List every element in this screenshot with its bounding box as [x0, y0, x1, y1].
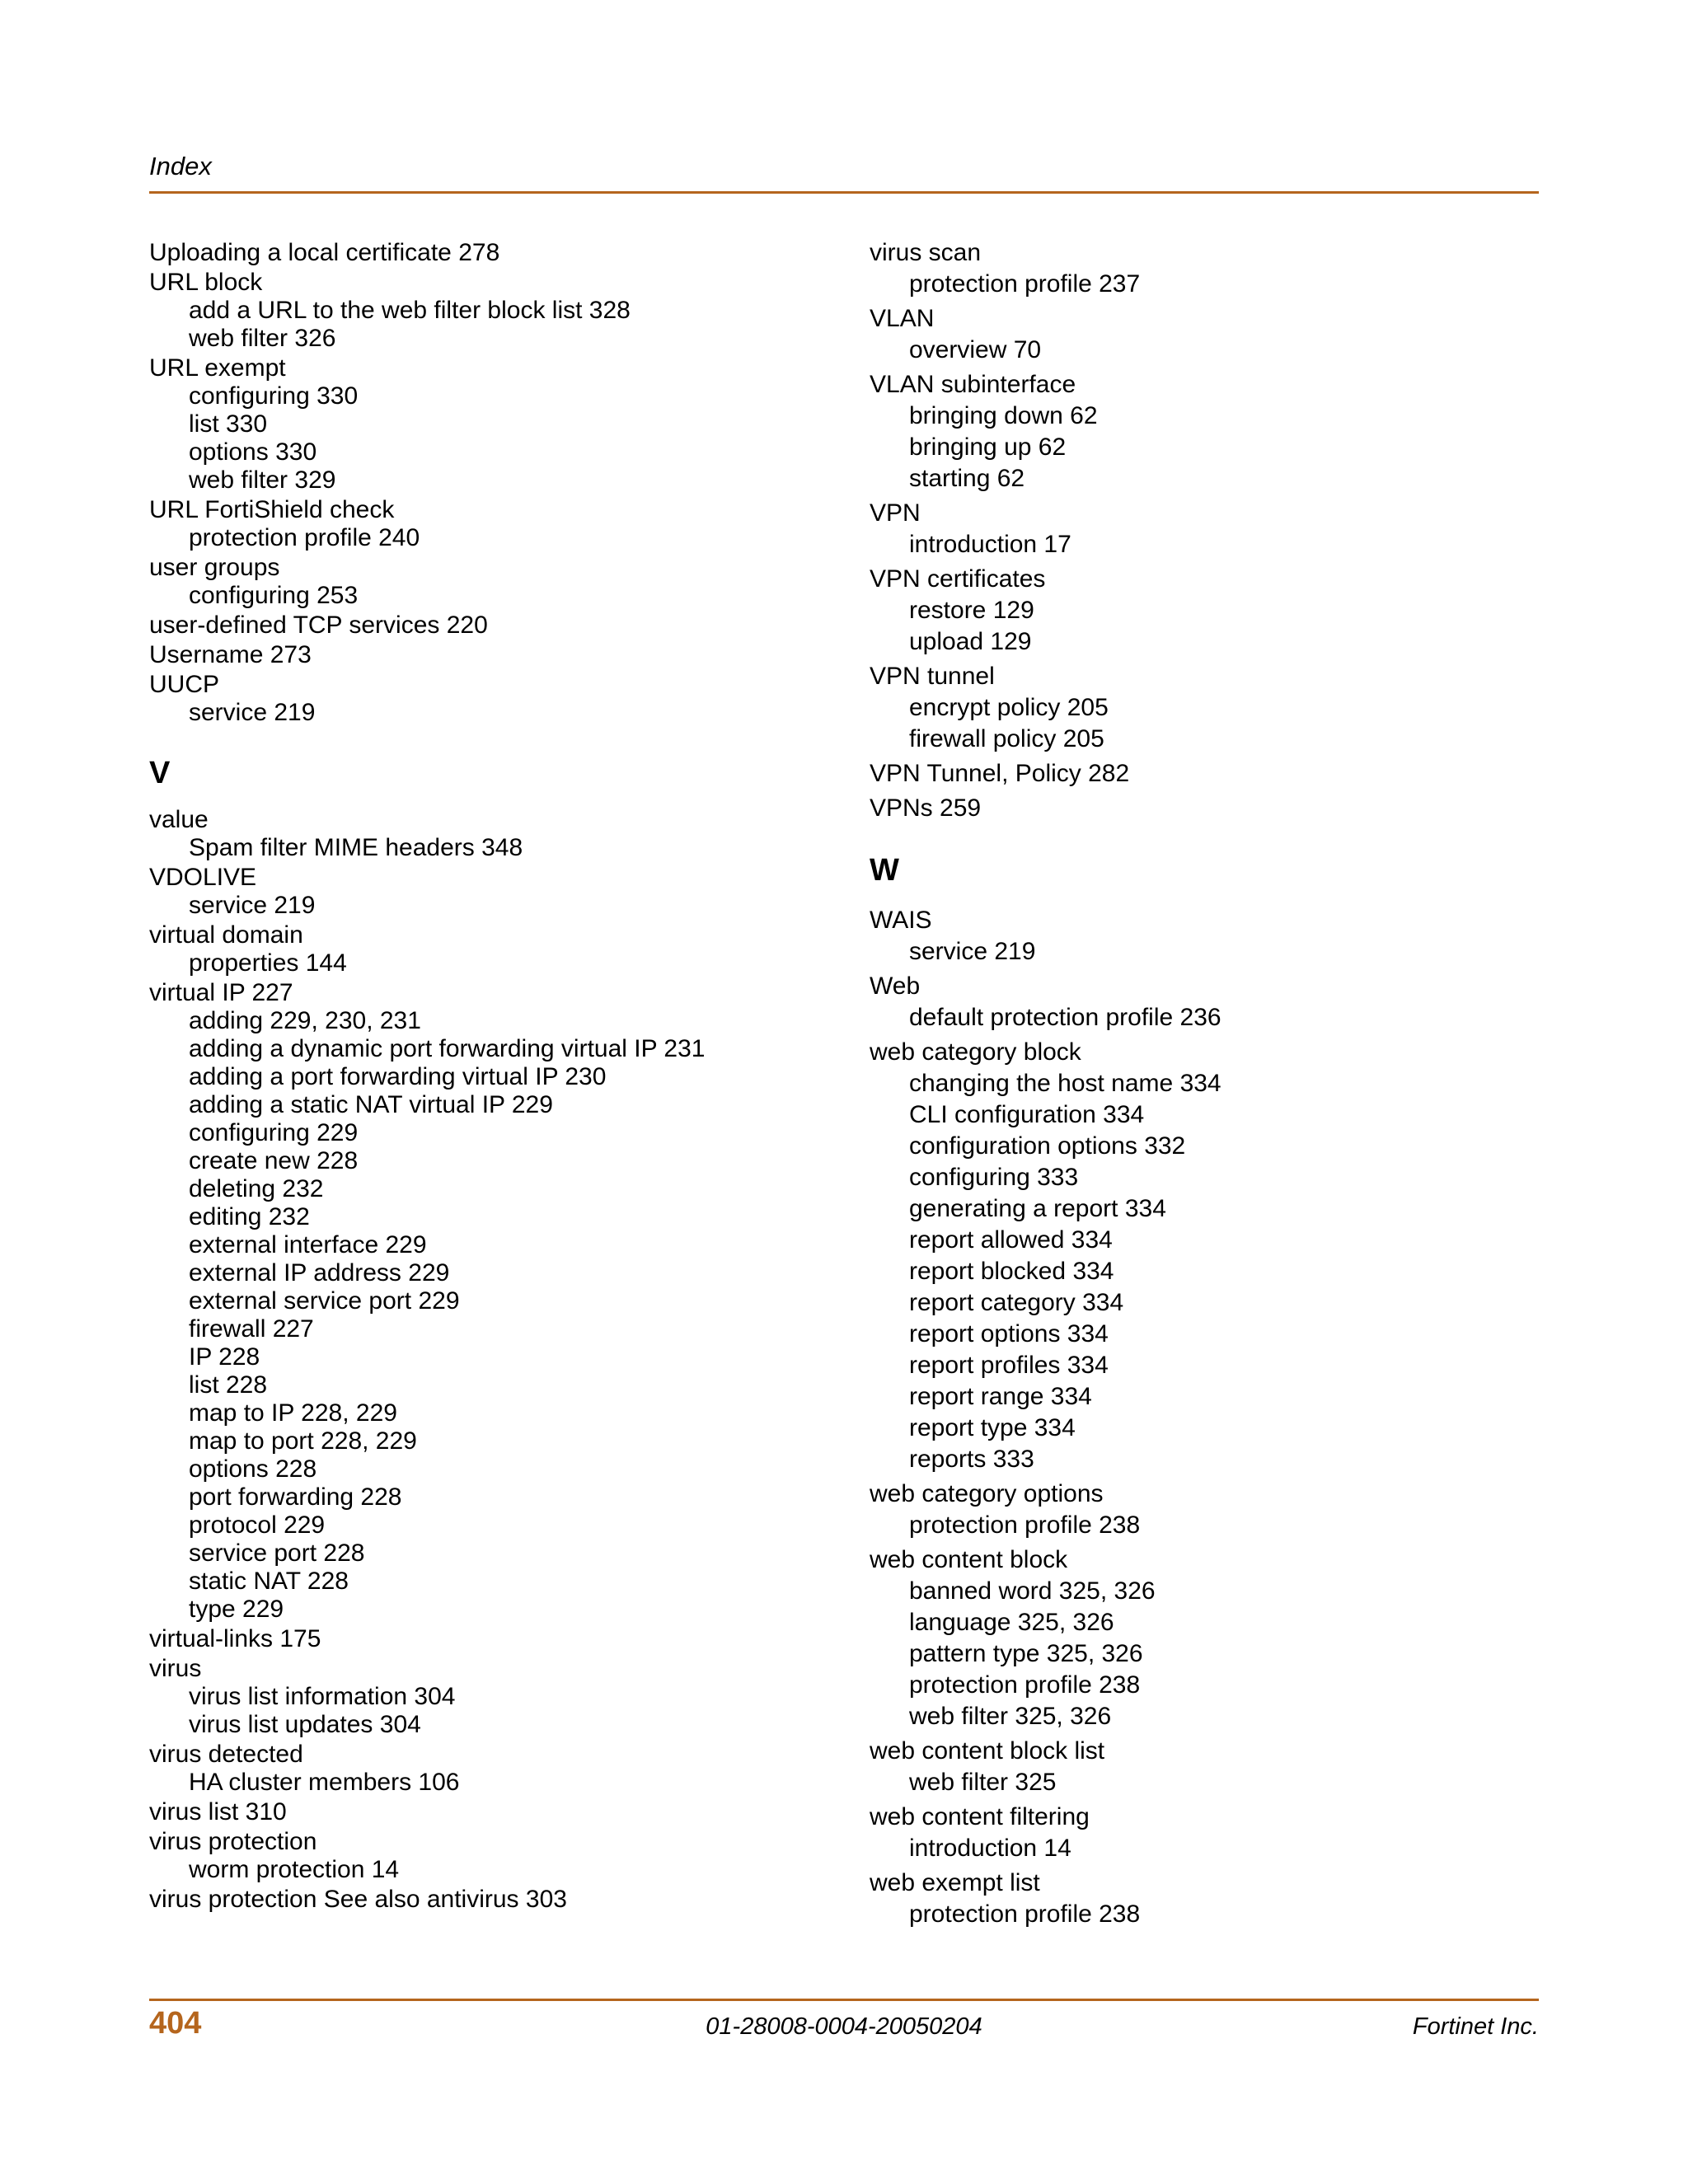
- index-subterm: firewall policy 205: [909, 725, 1104, 752]
- index-subterm: service 219: [189, 699, 316, 726]
- index-subterm: service port 228: [189, 1540, 365, 1567]
- index-subterm: report options 334: [909, 1320, 1109, 1347]
- index-entry: [870, 305, 1578, 364]
- index-entry: [870, 499, 1578, 559]
- index-subterm: editing 232: [189, 1203, 310, 1230]
- index-entry: [870, 239, 1578, 298]
- index-entry: [870, 1038, 1578, 1474]
- index-column-right: [870, 239, 1578, 1929]
- index-entry: [870, 565, 1578, 656]
- index-term: VPN Tunnel, Policy 282: [870, 760, 1130, 787]
- index-subterm: worm protection 14: [189, 1856, 400, 1883]
- index-entry: [870, 972, 1578, 1032]
- index-subterm: add a URL to the web filter block list 328: [189, 297, 631, 324]
- index-subterm: virus list updates 304: [189, 1711, 421, 1738]
- index-subterm: report type 334: [909, 1414, 1076, 1441]
- index-entry: [149, 1741, 858, 1797]
- index-subterm: report range 334: [909, 1383, 1092, 1410]
- index-subterm: properties 144: [189, 949, 347, 977]
- index-term: web category block: [870, 1038, 1081, 1066]
- index-subterm: protection profile 237: [909, 270, 1141, 298]
- index-term: value: [149, 806, 209, 833]
- index-subterm: configuring 253: [189, 582, 359, 609]
- index-subterm: pattern type 325, 326: [909, 1640, 1143, 1667]
- index-subterm: options 228: [189, 1455, 317, 1483]
- index-entry: [870, 1869, 1578, 1929]
- index-entry: [870, 1546, 1578, 1731]
- index-term: URL FortiShield check: [149, 496, 395, 523]
- index-entry: [870, 663, 1578, 753]
- company-name: Fortinet Inc.: [1412, 2013, 1539, 2040]
- index-subterm: web filter 329: [189, 466, 336, 494]
- document-id: 01-28008-0004-20050204: [706, 2013, 982, 2040]
- index-subterm: static NAT 228: [189, 1568, 349, 1595]
- index-subterm: adding a static NAT virtual IP 229: [189, 1091, 553, 1118]
- index-subterm: external service port 229: [189, 1287, 460, 1315]
- index-subterm: list 330: [189, 410, 268, 438]
- index-subterm: introduction 17: [909, 531, 1071, 558]
- index-entry: [870, 1737, 1578, 1797]
- index-term: URL exempt: [149, 354, 286, 382]
- index-term: web category options: [870, 1480, 1104, 1507]
- index-subterm: overview 70: [909, 336, 1042, 363]
- index-subterm: configuring 229: [189, 1119, 359, 1146]
- index-subterm: type 229: [189, 1596, 284, 1623]
- index-entry: [149, 1828, 858, 1884]
- index-subterm: adding a port forwarding virtual IP 230: [189, 1063, 607, 1090]
- index-entry: [149, 921, 858, 977]
- index-subterm: encrypt policy 205: [909, 694, 1109, 721]
- index-term: web content filtering: [870, 1803, 1090, 1830]
- index-entry: [149, 239, 858, 267]
- index-entry: [149, 979, 858, 1624]
- index-entry: [149, 1625, 858, 1653]
- index-subterm: web filter 325, 326: [909, 1703, 1112, 1730]
- index-term: VDOLIVE: [149, 864, 257, 891]
- index-subterm: changing the host name 334: [909, 1070, 1221, 1097]
- index-subterm: default protection profile 236: [909, 1004, 1221, 1031]
- index-column-left: [149, 239, 858, 1914]
- index-entry: [870, 1480, 1578, 1540]
- index-term: VLAN subinterface: [870, 371, 1076, 398]
- index-subterm: adding a dynamic port forwarding virtual IP 231: [189, 1035, 706, 1062]
- index-term: Web: [870, 972, 921, 1000]
- index-term: virus scan: [870, 239, 982, 266]
- index-subterm: web filter 325: [909, 1769, 1057, 1796]
- index-subterm: protection profile 240: [189, 524, 420, 551]
- index-entry: [149, 269, 858, 353]
- index-term: user groups: [149, 554, 280, 581]
- index-subterm: restore 129: [909, 597, 1034, 624]
- index-subterm: IP 228: [189, 1343, 260, 1371]
- index-term: virus protection: [149, 1828, 317, 1855]
- index-subterm: report allowed 334: [909, 1226, 1113, 1254]
- index-subterm: map to IP 228, 229: [189, 1399, 397, 1427]
- index-entry: [149, 806, 858, 862]
- index-subterm: firewall 227: [189, 1315, 314, 1343]
- running-header: Index: [149, 152, 212, 180]
- footer-rule: [149, 1999, 1539, 2001]
- index-subterm: language 325, 326: [909, 1609, 1114, 1636]
- index-subterm: CLI configuration 334: [909, 1101, 1145, 1128]
- index-subterm: external IP address 229: [189, 1259, 450, 1286]
- index-term: web content block: [870, 1546, 1068, 1573]
- index-subterm: HA cluster members 106: [189, 1769, 460, 1796]
- index-subterm: Spam filter MIME headers 348: [189, 834, 523, 861]
- index-term: virus protection See also antivirus 303: [149, 1886, 567, 1913]
- index-subterm: configuring 333: [909, 1164, 1079, 1191]
- index-entry: [149, 496, 858, 552]
- index-subterm: protocol 229: [189, 1511, 326, 1539]
- index-term: web exempt list: [870, 1869, 1040, 1896]
- index-term: virtual domain: [149, 921, 303, 949]
- index-subterm: map to port 228, 229: [189, 1427, 417, 1455]
- index-entry: [870, 907, 1578, 966]
- index-entry: [149, 1655, 858, 1739]
- index-subterm: virus list information 304: [189, 1683, 456, 1710]
- index-entry: [870, 1803, 1578, 1863]
- index-subterm: protection profile 238: [909, 1671, 1141, 1699]
- index-term: VPN: [870, 499, 921, 527]
- index-subterm: protection profile 238: [909, 1900, 1141, 1928]
- index-subterm: report category 334: [909, 1289, 1124, 1316]
- index-subterm: list 228: [189, 1371, 268, 1399]
- index-term: virtual-links 175: [149, 1625, 321, 1652]
- section-letter: V: [149, 756, 171, 790]
- index-subterm: bringing down 62: [909, 402, 1098, 429]
- index-entry: [870, 760, 1578, 788]
- index-entry: [870, 371, 1578, 493]
- index-entry: [149, 671, 858, 727]
- index-term: VPN tunnel: [870, 663, 995, 690]
- index-entry: [149, 354, 858, 494]
- index-entry: [870, 794, 1578, 823]
- index-subterm: external interface 229: [189, 1231, 427, 1258]
- index-entry: [149, 864, 858, 920]
- index-term: URL block: [149, 269, 263, 296]
- index-subterm: report blocked 334: [909, 1258, 1114, 1285]
- index-term: VLAN: [870, 305, 935, 332]
- index-subterm: reports 333: [909, 1446, 1034, 1473]
- index-term: virus detected: [149, 1741, 303, 1768]
- index-subterm: port forwarding 228: [189, 1483, 402, 1511]
- index-term: WAIS: [870, 907, 932, 934]
- index-subterm: service 219: [909, 938, 1036, 965]
- page-number: 404: [149, 2006, 202, 2041]
- index-subterm: configuration options 332: [909, 1132, 1186, 1160]
- index-entry: [149, 554, 858, 610]
- index-subterm: introduction 14: [909, 1835, 1071, 1862]
- index-term: virus list 310: [149, 1798, 287, 1825]
- index-subterm: create new 228: [189, 1147, 359, 1174]
- index-term: web content block list: [870, 1737, 1105, 1765]
- index-subterm: starting 62: [909, 465, 1025, 492]
- section-letter: W: [870, 853, 899, 888]
- index-subterm: adding 229, 230, 231: [189, 1007, 421, 1034]
- index-subterm: deleting 232: [189, 1175, 324, 1202]
- index-entry: [149, 1886, 858, 1914]
- index-subterm: configuring 330: [189, 382, 359, 410]
- index-subterm: web filter 326: [189, 325, 336, 352]
- index-term: UUCP: [149, 671, 220, 698]
- index-term: user-defined TCP services 220: [149, 612, 488, 639]
- index-term: virtual IP 227: [149, 979, 293, 1006]
- index-term: virus: [149, 1655, 202, 1682]
- header-rule: [149, 191, 1539, 194]
- index-subterm: report profiles 334: [909, 1352, 1109, 1379]
- index-subterm: bringing up 62: [909, 434, 1067, 461]
- index-subterm: options 330: [189, 438, 317, 466]
- index-term: Username 273: [149, 641, 312, 668]
- index-entry: [149, 641, 858, 669]
- index-subterm: banned word 325, 326: [909, 1577, 1156, 1605]
- index-term: VPN certificates: [870, 565, 1046, 593]
- index-entry: [149, 1798, 858, 1826]
- index-subterm: protection profile 238: [909, 1511, 1141, 1539]
- index-term: Uploading a local certificate 278: [149, 239, 500, 266]
- index-subterm: upload 129: [909, 628, 1032, 655]
- index-term: VPNs 259: [870, 794, 982, 822]
- index-entry: [149, 612, 858, 640]
- index-subterm: service 219: [189, 892, 316, 919]
- index-subterm: generating a report 334: [909, 1195, 1166, 1222]
